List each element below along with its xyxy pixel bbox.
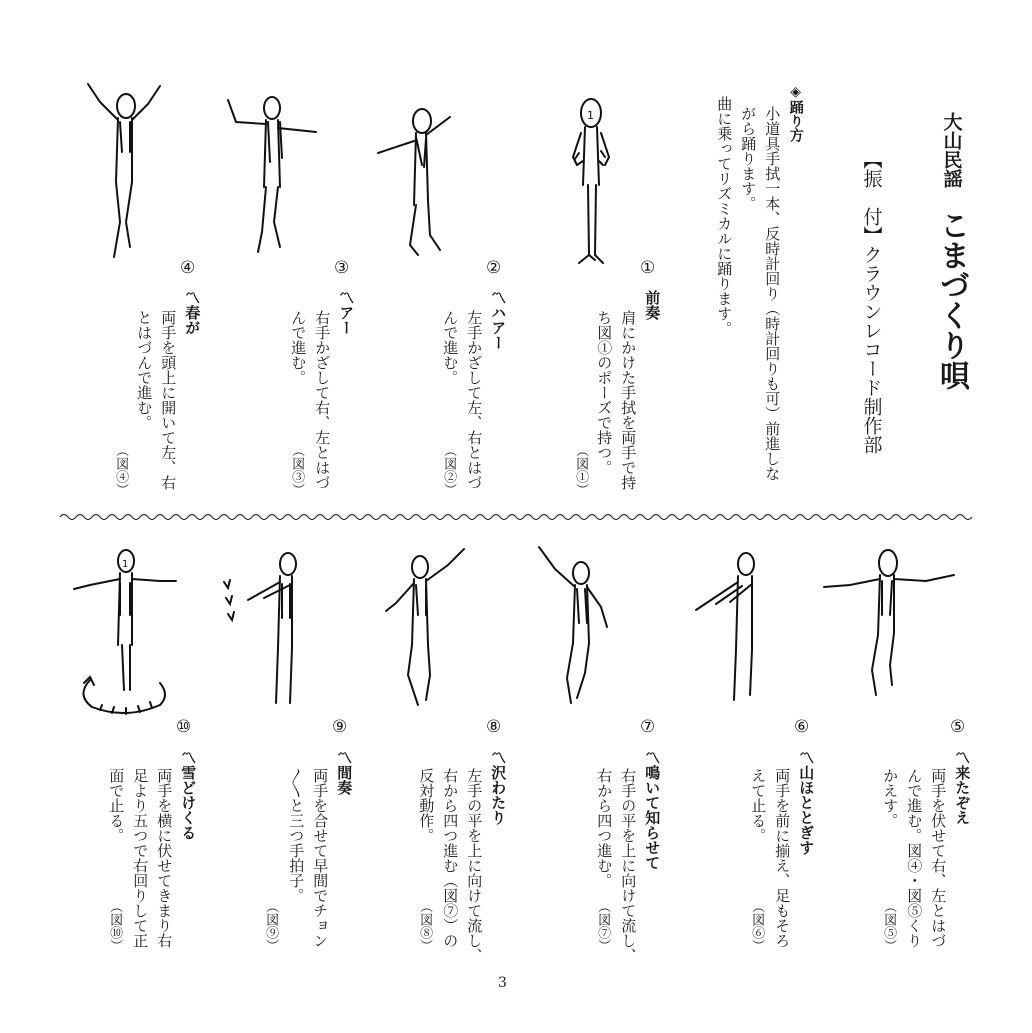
step-text-line: 左手の平を上に向けて流し、 xyxy=(465,768,484,963)
figure-number: ④ xyxy=(180,258,196,278)
step-text-line: んで進む。図④・図⑤くり xyxy=(905,768,924,948)
step-text-line: 左手かざして左、右とはづ xyxy=(465,310,484,490)
howto-heading: ◈踊り方 xyxy=(787,84,804,142)
figure-8 xyxy=(378,545,478,714)
step-ref: （図⑨） xyxy=(263,900,279,952)
step-text-line: 両手を頭上に開いて左、右 xyxy=(159,310,178,490)
step-ref: （図⑦） xyxy=(595,900,611,952)
figure-6 xyxy=(690,550,780,714)
step-lyric: 〽沢わたり xyxy=(489,750,508,825)
step-lyric: 〽アー xyxy=(337,290,356,335)
step-text-line: 〳〵と三つ手拍子。 xyxy=(287,768,306,903)
figure-number: ⑩ xyxy=(176,717,192,737)
figure-number: ⑦ xyxy=(640,717,656,737)
step-text-line: 両手を合せて早間でチョン xyxy=(311,768,330,948)
figure-number: ⑨ xyxy=(332,717,348,737)
step-text-line: かえす。 xyxy=(881,768,900,828)
figure-number: ② xyxy=(486,258,502,278)
step-text-line: 両手を横に伏せてきまり右 xyxy=(155,768,174,948)
step-lyric: 〽鳴いて知らせて xyxy=(643,750,662,870)
step-text-line: とはづんで進む。 xyxy=(135,310,154,430)
figure-number: ③ xyxy=(334,258,350,278)
page-number: 3 xyxy=(498,975,507,991)
svg-text:1: 1 xyxy=(122,559,129,570)
title-prefix: 大山民謡 xyxy=(940,112,963,188)
step-text-line: んで進む。 xyxy=(441,310,460,385)
step-ref: （図③） xyxy=(289,444,305,496)
step-lyric: 〽春が xyxy=(183,290,202,335)
figure-9 xyxy=(218,548,328,717)
step-lyric: 〽間奏 xyxy=(335,750,354,795)
step-ref: （図⑥） xyxy=(749,900,765,952)
step-text-line: 肩にかけた手拭を両手で持 xyxy=(619,310,638,490)
figure-1 xyxy=(555,95,625,274)
step-text-line: 両手を伏せて右、左とはづ xyxy=(929,768,948,948)
howto-line-3: 曲に乗ってリズミカルに踊ります。 xyxy=(715,96,734,336)
step-text-line: えて止る。 xyxy=(749,768,768,843)
figure-number: ⑧ xyxy=(486,717,502,737)
step-text-line: 反対動作。 xyxy=(417,768,436,843)
page-title: こまづくり唄 xyxy=(934,210,969,390)
step-ref: （図①） xyxy=(573,444,589,496)
figure-number: ⑤ xyxy=(950,717,966,737)
step-text-line: ち図①のポーズで持つ。 xyxy=(595,310,614,475)
step-ref: （図④） xyxy=(113,444,129,496)
step-ref: （図②） xyxy=(441,444,457,496)
step-text-line: 右から四つ進む（図⑦）の xyxy=(441,768,460,948)
step-lyric: 〽ハアー xyxy=(489,290,508,350)
figure-5 xyxy=(822,545,962,709)
step-lyric: 前奏 xyxy=(643,290,662,320)
svg-text:1: 1 xyxy=(587,109,594,122)
figure-number: ① xyxy=(640,258,656,278)
step-ref: （図⑤） xyxy=(881,900,897,952)
howto-line-2: がら踊ります。 xyxy=(739,106,758,211)
howto-line-1: 小道具手拭一本、反時計回り（時計回りも可）前進しな xyxy=(763,106,782,481)
step-lyric: 〽雪どけくる xyxy=(179,750,198,840)
choreographer: 【振 付】クラウンレコード制作部 xyxy=(860,150,883,454)
figure-7 xyxy=(535,543,625,712)
step-text-line: 右手かざして右、左とはづ xyxy=(313,310,332,490)
figure-4 xyxy=(80,82,170,271)
figure-10 xyxy=(70,545,185,724)
step-ref: （図⑧） xyxy=(417,900,433,952)
step-text-line: 右手の平を上に向けて流し、 xyxy=(619,768,638,963)
step-ref: （図⑩） xyxy=(107,900,123,952)
step-lyric: 〽来たぞえ xyxy=(953,750,972,825)
step-lyric: 〽山ほととぎす xyxy=(797,750,816,855)
step-text-line: んで進む。 xyxy=(289,310,308,385)
step-text-line: 足より五つで右回りして正 xyxy=(131,768,150,948)
figure-3 xyxy=(222,92,322,266)
figure-2 xyxy=(370,105,460,269)
step-text-line: 両手を前に揃え、足もそろ xyxy=(773,768,792,948)
wavy-divider xyxy=(60,508,970,527)
step-text-line: 面で止る。 xyxy=(107,768,126,843)
figure-number: ⑥ xyxy=(794,717,810,737)
step-text-line: 右から四つ進む。 xyxy=(595,768,614,888)
